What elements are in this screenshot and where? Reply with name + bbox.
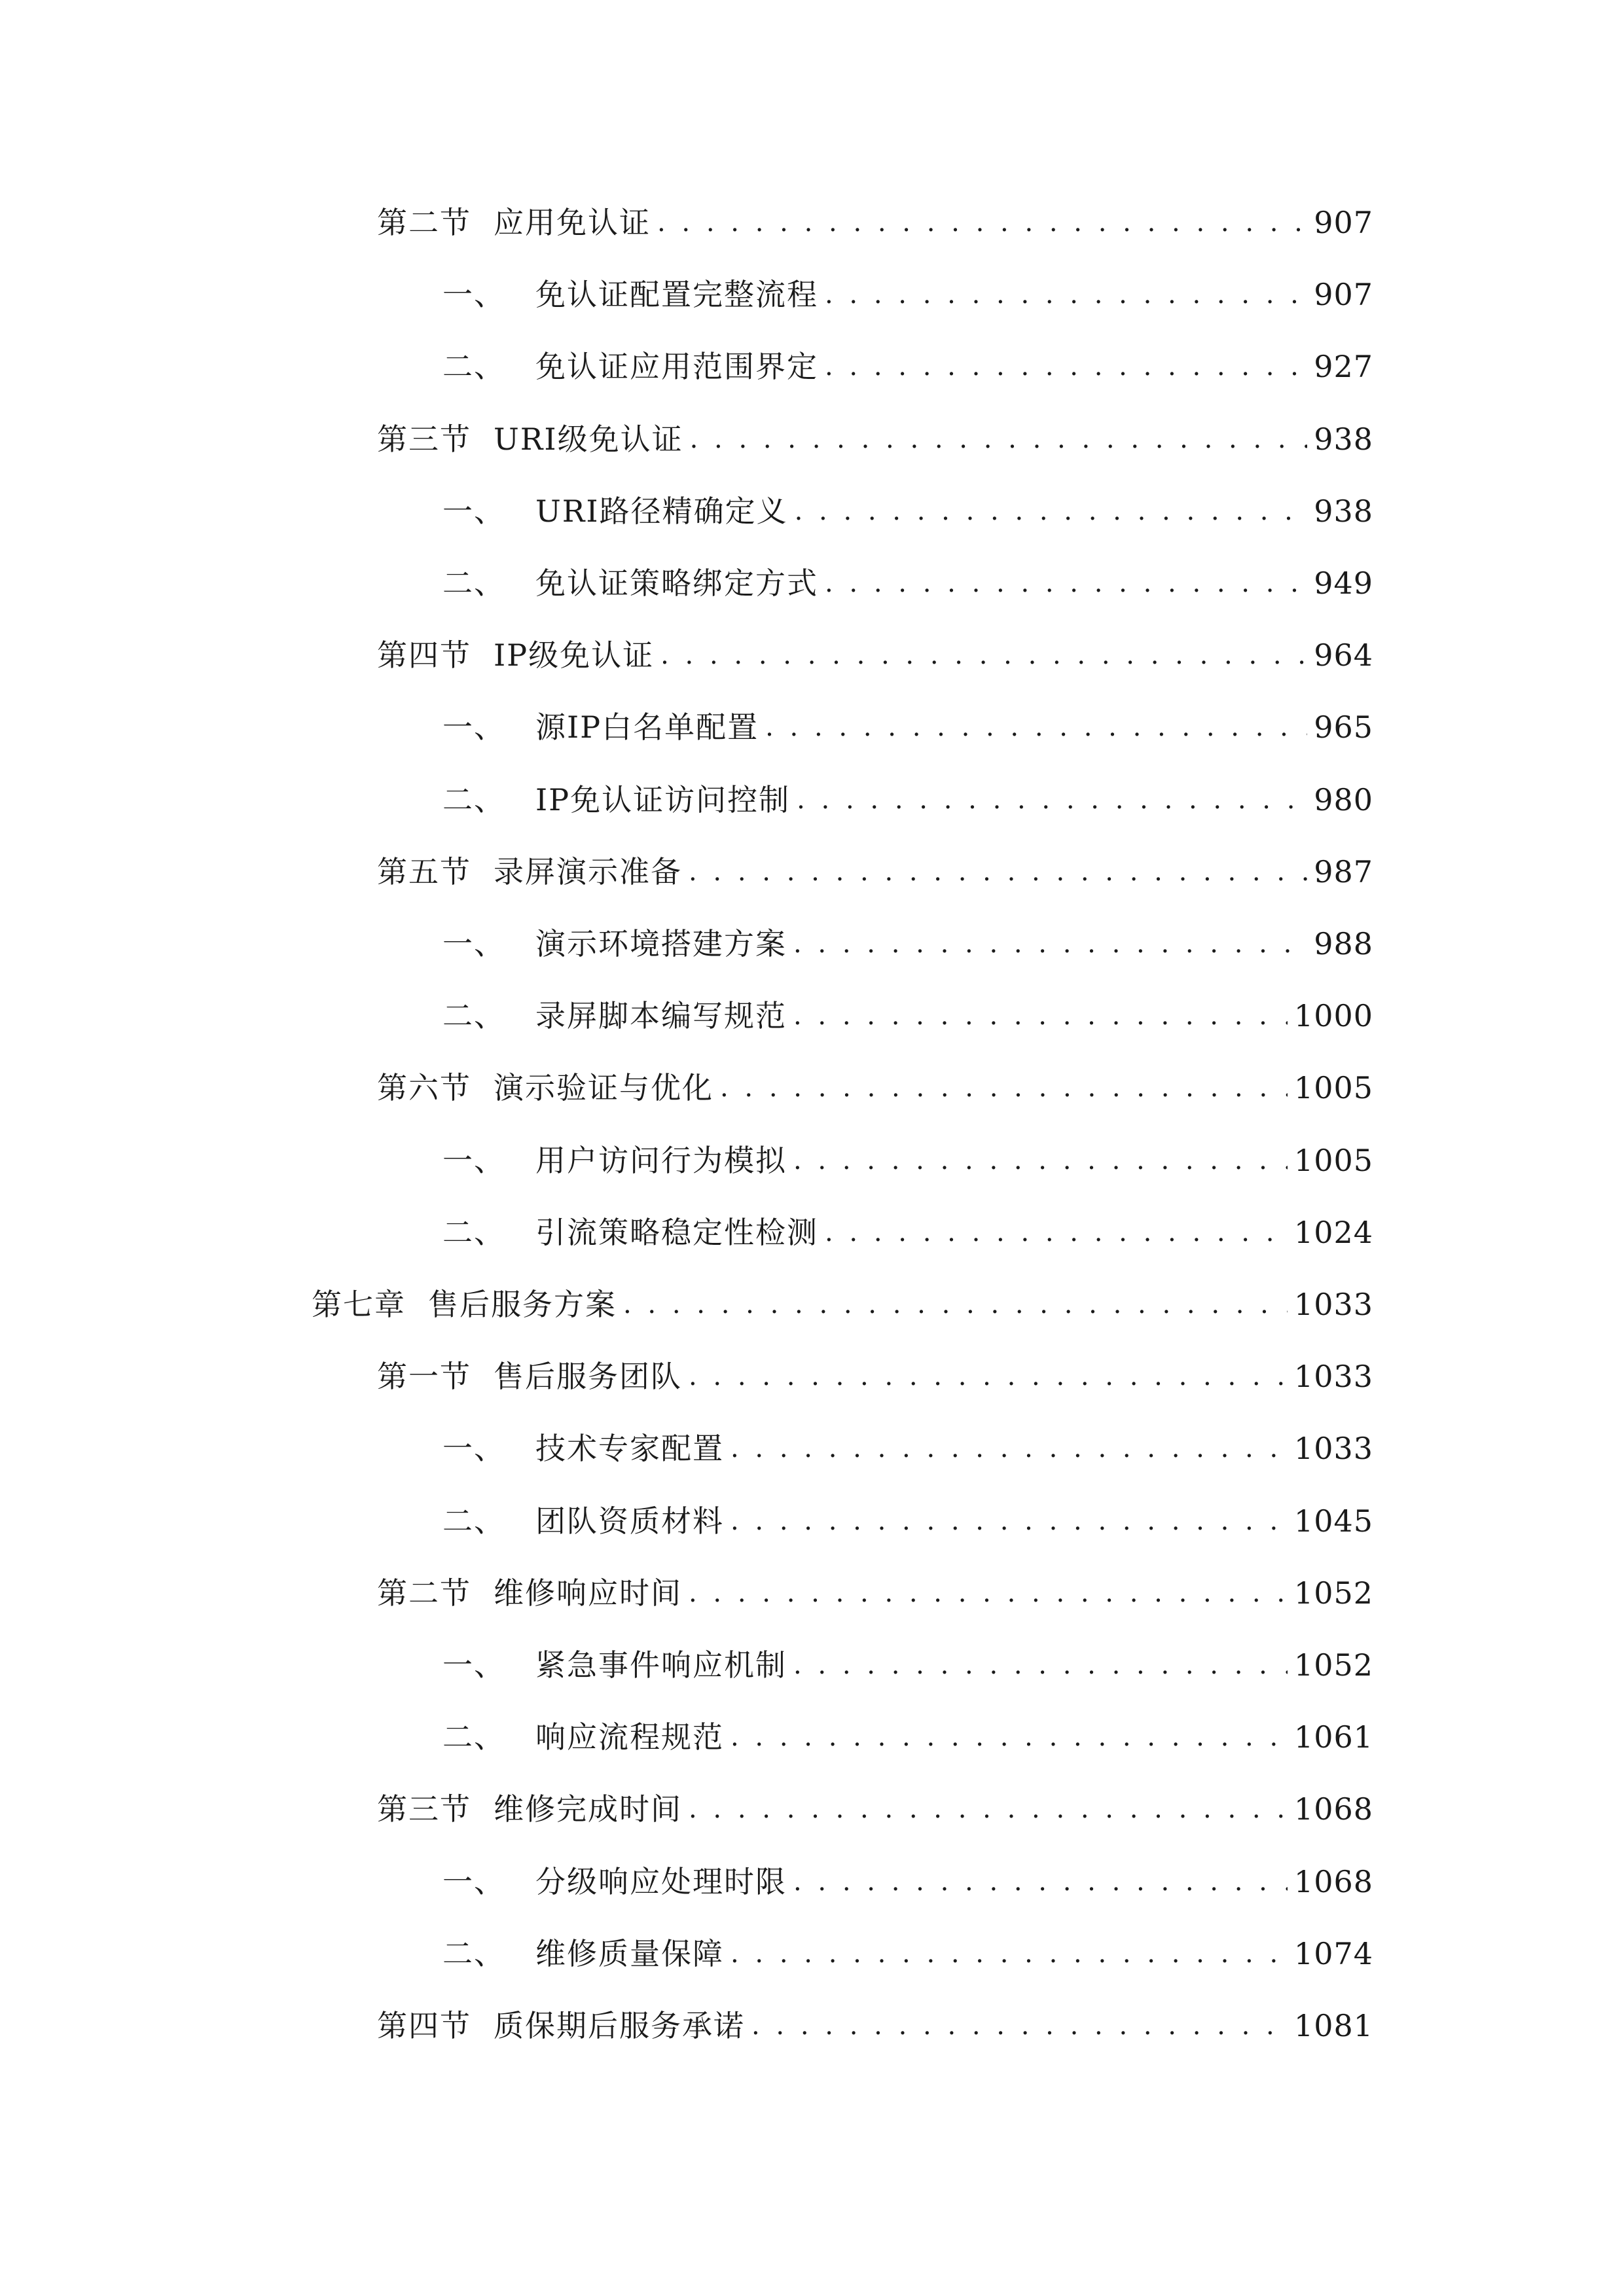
toc-entry[interactable]	[442, 1422, 1373, 1468]
toc-dot-leader	[793, 924, 1307, 963]
toc-entry[interactable]	[377, 846, 1373, 891]
toc-entry-title: 维修质量保障	[535, 1935, 724, 1971]
toc-entry[interactable]	[377, 1783, 1373, 1829]
toc-dot-leader	[731, 1934, 1288, 1973]
toc-page-number: 1033	[1293, 1359, 1373, 1395]
toc-entry-number: 第三节	[377, 421, 471, 457]
toc-page-number: 1074	[1293, 1935, 1373, 1971]
toc-dot-leader	[795, 492, 1308, 531]
toc-dot-leader	[690, 420, 1308, 459]
toc-entry[interactable]	[442, 557, 1373, 603]
toc-page-number: 1052	[1293, 1647, 1373, 1683]
toc-page-number: 1061	[1293, 1719, 1373, 1755]
toc-page-number: 965	[1314, 709, 1373, 745]
toc-dot-leader	[689, 1357, 1288, 1396]
toc-page-number: 938	[1314, 493, 1373, 529]
toc-entry[interactable]	[442, 1856, 1373, 1901]
toc-entry[interactable]	[377, 2000, 1373, 2045]
toc-entry[interactable]	[312, 1278, 1373, 1324]
toc-entry-title: 售后服务团队	[494, 1359, 682, 1395]
toc-entry[interactable]	[377, 629, 1373, 675]
toc-page-number: 949	[1314, 565, 1373, 601]
toc-entry-number: 一、	[442, 1863, 505, 1899]
toc-page-number: 1024	[1293, 1214, 1373, 1250]
toc-entry-number: 二、	[442, 1503, 505, 1539]
toc-entry-number: 第四节	[377, 637, 471, 673]
toc-page-number: 980	[1314, 781, 1373, 817]
toc-entry-title: 团队资质材料	[535, 1503, 724, 1539]
toc-dot-leader	[731, 1501, 1288, 1541]
toc-entry-number: 第七章	[312, 1287, 406, 1322]
toc-entry[interactable]	[442, 1495, 1373, 1541]
toc-page-number: 964	[1314, 637, 1373, 673]
toc-entry-number: 一、	[442, 493, 505, 529]
toc-dot-leader	[623, 1285, 1288, 1324]
toc-entry-number: 二、	[442, 998, 505, 1034]
toc-entry-number: 一、	[442, 1431, 505, 1467]
toc-entry[interactable]	[442, 1928, 1373, 1973]
toc-page-number: 938	[1314, 421, 1373, 457]
toc-page-number: 1081	[1293, 2008, 1373, 2043]
toc-entry[interactable]	[442, 1711, 1373, 1757]
toc-entry-number: 一、	[442, 1647, 505, 1683]
toc-entry-title: 紧急事件响应机制	[535, 1647, 787, 1683]
toc-entry[interactable]	[442, 990, 1373, 1035]
toc-entry-title: 质保期后服务承诺	[494, 2008, 745, 2043]
toc-entry[interactable]	[442, 1206, 1373, 1252]
toc-entry[interactable]	[377, 1350, 1373, 1396]
toc-dot-leader	[751, 2006, 1288, 2045]
toc-entry-title: 源IP白名单配置	[535, 709, 759, 745]
toc-dot-leader	[660, 636, 1307, 675]
toc-entry-title: 录屏演示准备	[494, 853, 682, 889]
toc-page-number: 1005	[1293, 1142, 1373, 1178]
toc-entry-number: 第二节	[377, 205, 471, 240]
toc-entry-title: 技术专家配置	[535, 1431, 724, 1467]
toc-entry-title: 免认证配置完整流程	[535, 277, 818, 313]
toc-entry-number: 第六节	[377, 1070, 471, 1106]
toc-entry[interactable]	[377, 196, 1373, 242]
toc-dot-leader	[825, 347, 1307, 386]
toc-entry-title: 响应流程规范	[535, 1719, 724, 1755]
toc-dot-leader	[825, 564, 1307, 603]
toc-dot-leader	[793, 1645, 1288, 1685]
toc-dot-leader	[793, 1141, 1288, 1180]
toc-page-number: 1052	[1293, 1575, 1373, 1611]
toc-entry-number: 二、	[442, 565, 505, 601]
toc-dot-leader	[825, 1213, 1288, 1252]
toc-entry-title: 免认证策略绑定方式	[535, 565, 818, 601]
toc-entry-number: 二、	[442, 349, 505, 385]
toc-dot-leader	[793, 996, 1288, 1035]
toc-entry-title: 录屏脚本编写规范	[535, 998, 787, 1034]
toc-entry[interactable]	[442, 485, 1373, 531]
toc-entry-number: 二、	[442, 1719, 505, 1755]
toc-entry-title: 维修响应时间	[494, 1575, 682, 1611]
toc-page-number: 907	[1314, 205, 1373, 240]
toc-page-number: 1033	[1293, 1431, 1373, 1467]
toc-entry-number: 一、	[442, 277, 505, 313]
toc-dot-leader	[731, 1717, 1288, 1757]
toc-dot-leader	[689, 1789, 1288, 1829]
toc-entry-title: IP级免认证	[494, 637, 655, 673]
toc-entry-number: 第一节	[377, 1359, 471, 1395]
toc-entry-title: URI级免认证	[494, 421, 683, 457]
toc-entry-title: 分级响应处理时限	[535, 1863, 787, 1899]
toc-entry-title: 维修完成时间	[494, 1791, 682, 1827]
toc-entry-title: URI路径精确定义	[535, 493, 788, 529]
toc-entry-number: 第三节	[377, 1791, 471, 1827]
toc-entry-number: 第五节	[377, 853, 471, 889]
toc-entry-title: 应用免认证	[494, 205, 651, 240]
toc-page-number: 987	[1314, 853, 1373, 889]
toc-dot-leader	[797, 780, 1307, 819]
toc-entry-number: 二、	[442, 1935, 505, 1971]
toc-dot-leader	[765, 708, 1307, 747]
toc-dot-leader	[720, 1068, 1288, 1107]
toc-dot-leader	[689, 1573, 1288, 1613]
toc-dot-leader	[689, 852, 1307, 891]
toc-dot-leader	[793, 1862, 1288, 1901]
toc-entry-number: 一、	[442, 926, 505, 961]
toc-entry[interactable]	[442, 1134, 1373, 1180]
toc-dot-leader	[657, 203, 1307, 242]
toc-entry-number: 第四节	[377, 2008, 471, 2043]
toc-entry[interactable]	[377, 413, 1373, 459]
toc-entry-number: 二、	[442, 1214, 505, 1250]
toc-page-number: 927	[1314, 349, 1373, 385]
toc-entry-title: 售后服务方案	[428, 1287, 617, 1322]
toc-entry-number: 一、	[442, 1142, 505, 1178]
toc-entry-title: IP免认证访问控制	[535, 781, 791, 817]
toc-entry-title: 引流策略稳定性检测	[535, 1214, 818, 1250]
toc-dot-leader	[825, 275, 1307, 314]
toc-entry[interactable]	[442, 774, 1373, 819]
toc-page-number: 1045	[1293, 1503, 1373, 1539]
toc-page-number: 1033	[1293, 1287, 1373, 1322]
toc-entry-title: 演示环境搭建方案	[535, 926, 787, 961]
toc-page-number: 1068	[1293, 1863, 1373, 1899]
toc-page-number: 988	[1314, 926, 1373, 961]
toc-page-number: 1068	[1293, 1791, 1373, 1827]
toc-entry[interactable]	[442, 268, 1373, 314]
toc-entry-number: 一、	[442, 709, 505, 745]
toc-entry-title: 演示验证与优化	[494, 1070, 713, 1106]
toc-entry-number: 二、	[442, 781, 505, 817]
toc-entry-title: 免认证应用范围界定	[535, 349, 818, 385]
toc-entry-number: 第二节	[377, 1575, 471, 1611]
toc-entry[interactable]	[377, 1567, 1373, 1613]
toc-entry[interactable]	[442, 1639, 1373, 1685]
toc-page-number: 907	[1314, 277, 1373, 313]
toc-entry[interactable]	[442, 701, 1373, 747]
toc-entry-title: 用户访问行为模拟	[535, 1142, 787, 1178]
toc-page-number: 1000	[1293, 998, 1373, 1034]
toc-entry[interactable]	[442, 918, 1373, 963]
toc-entry[interactable]	[442, 340, 1373, 386]
toc-dot-leader	[731, 1429, 1288, 1468]
toc-page-number: 1005	[1293, 1070, 1373, 1106]
toc-entry[interactable]	[377, 1062, 1373, 1107]
